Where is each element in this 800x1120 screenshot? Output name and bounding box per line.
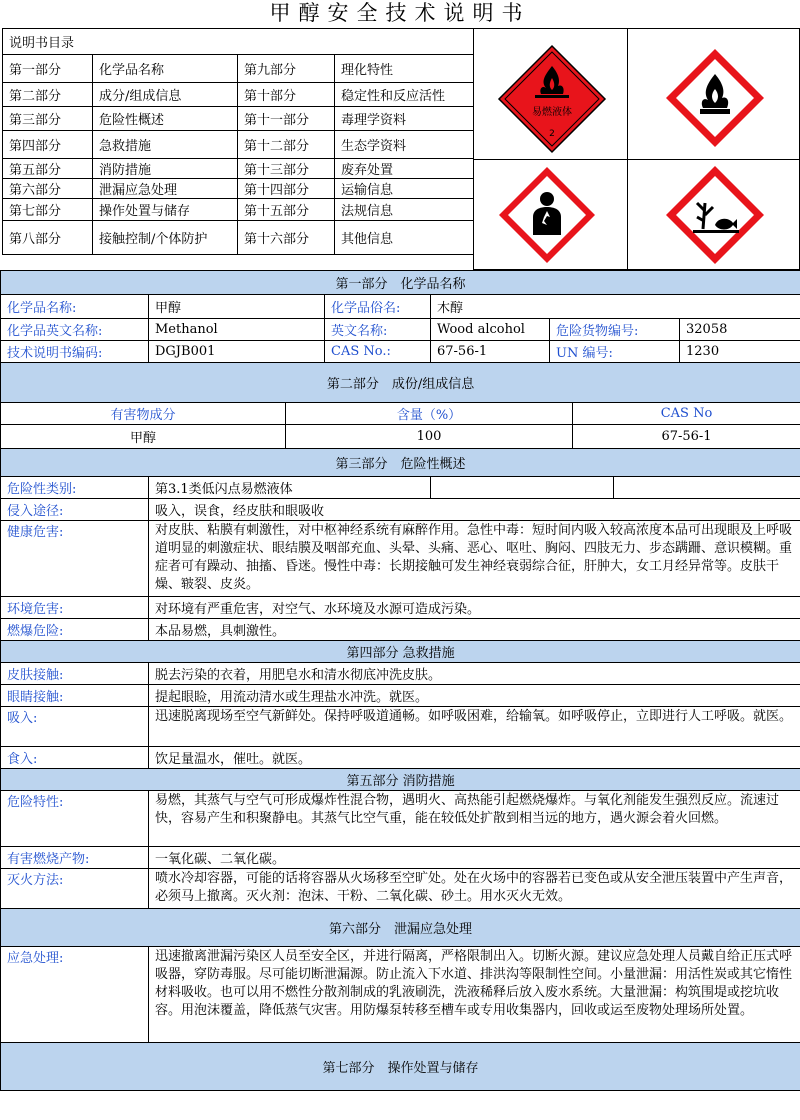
- combustion-products-label: 有害燃烧产物:: [1, 847, 149, 869]
- section-5-header: 第五部分 消防措施: [1, 769, 800, 791]
- section-3-to-7: [0, 448, 800, 1091]
- cas-header: CAS No: [573, 403, 800, 425]
- fire-hazard-value: 易燃，其蒸气与空气可形成爆炸性混合物，遇明火、高热能引起燃烧爆炸。与氧化剂能发生强烈反应。流速过快，容易产生和积聚静电。其蒸气比空气重，能在较低处扩散到相当远的地方，遇火源会着火回燃。: [149, 791, 800, 847]
- toc-part-number: 第一部分: [3, 55, 93, 83]
- toc-row: [3, 131, 474, 159]
- toc-part-number: 第六部分: [3, 179, 93, 199]
- toc-part-title: 化学品名称: [93, 55, 238, 83]
- section-1-header: 第一部分 化学品名称: [1, 271, 800, 295]
- chem-name-value: 甲醇: [149, 295, 325, 319]
- fire-value: 本品易燃，具刺激性。: [149, 619, 800, 641]
- skin-value: 脱去污染的衣着，用肥皂水和清水彻底冲洗皮肤。: [149, 663, 800, 685]
- fire-label: 燃爆危险:: [1, 619, 149, 641]
- toc-part-number: 第七部分: [3, 199, 93, 221]
- toc-part-number: 第十二部分: [238, 131, 335, 159]
- toc-part-number: 第八部分: [3, 221, 93, 255]
- toc-part-title: 废弃处置: [335, 159, 474, 179]
- section-2: [0, 362, 800, 449]
- toc-part-title: 毒理学资料: [335, 107, 474, 131]
- cas-no-value: 67-56-1: [573, 425, 800, 449]
- toc-row: [3, 199, 474, 221]
- english-name-label: 化学品英文名称:: [1, 319, 149, 341]
- toc-part-title: 操作处置与储存: [93, 199, 238, 221]
- toc-part-title: 成分/组成信息: [93, 83, 238, 107]
- chem-name-label: 化学品名称:: [1, 295, 149, 319]
- toc-part-number: 第九部分: [238, 55, 335, 83]
- section-2-header: 第二部分 成份/组成信息: [1, 363, 800, 403]
- toc-part-title: 稳定性和反应活性: [335, 83, 474, 107]
- un-label: UN 编号:: [550, 341, 680, 363]
- hazard-category-value: 第3.1类低闪点易燃液体: [149, 477, 431, 499]
- skin-label: 皮肤接触:: [1, 663, 149, 685]
- section-4-header: 第四部分 急救措施: [1, 641, 800, 663]
- hazard-empty-cell: [431, 477, 614, 499]
- toc-part-number: 第二部分: [3, 83, 93, 107]
- section-7-header: 第七部分 操作处置与储存: [1, 1043, 800, 1091]
- extinguish-value: 喷水冷却容器，可能的话将容器从火场移至空旷处。处在火场中的容器若已变色或从安全泄压装置中产生声音，必须马上撤离。灭火剂：泡沫、干粉、二氧化碳、砂土。用水灭火无效。: [149, 869, 800, 909]
- toc-part-title: 理化特性: [335, 55, 474, 83]
- toc-row: [3, 83, 474, 107]
- toc-part-title: 运输信息: [335, 179, 474, 199]
- hazard-category-label: 危险性类别:: [1, 477, 149, 499]
- common-name-value: 木醇: [431, 295, 800, 319]
- eye-value: 提起眼睑，用流动清水或生理盐水冲洗。就医。: [149, 685, 800, 707]
- toc-part-title: 法规信息: [335, 199, 474, 221]
- english-alias-value: Wood alcohol: [431, 319, 550, 341]
- hazard-empty-cell-2: [614, 477, 800, 499]
- toc-part-number: 第十六部分: [238, 221, 335, 255]
- section-3-header: 第三部分 危险性概述: [1, 449, 800, 477]
- common-name-label: 化学品俗名:: [325, 295, 431, 319]
- component-value: 甲醇: [1, 425, 286, 449]
- un-value: 1230: [680, 341, 800, 363]
- inhalation-value: 迅速脱离现场至空气新鲜处。保持呼吸道通畅。如呼吸困难，给输氧。如呼吸停止，立即进行人工呼吸。就医。: [149, 707, 800, 747]
- dangerous-goods-value: 32058: [680, 319, 800, 341]
- toc-part-title: 其他信息: [335, 221, 474, 255]
- toc-part-title: 消防措施: [93, 159, 238, 179]
- component-header: 有害物成分: [1, 403, 286, 425]
- toc-part-title: 接触控制/个体防护: [93, 221, 238, 255]
- toc-row: [3, 159, 474, 179]
- cas-value: 67-56-1: [431, 341, 550, 363]
- toc-row: [3, 107, 474, 131]
- english-alias-label: 英文名称:: [325, 319, 431, 341]
- toc-part-number: 第十四部分: [238, 179, 335, 199]
- emergency-label: 应急处理:: [1, 947, 149, 1043]
- hazard-class-number: 2: [549, 129, 555, 139]
- content-header: 含量（%）: [286, 403, 573, 425]
- flammable-label-text: 易燃液体: [532, 107, 572, 118]
- toc-part-title: 泄漏应急处理: [93, 179, 238, 199]
- toc-part-number: 第十五部分: [238, 199, 335, 221]
- section-1: [0, 270, 800, 363]
- toc-part-number: 第十三部分: [238, 159, 335, 179]
- combustion-products-value: 一氧化碳、二氧化碳。: [149, 847, 800, 869]
- ghs-environment-icon: [663, 163, 767, 267]
- toc-part-number: 第十一部分: [238, 107, 335, 131]
- toc-row: [3, 179, 474, 199]
- toc-header: 说明书目录: [3, 29, 474, 55]
- fire-hazard-label: 危险特性:: [1, 791, 149, 847]
- extinguish-label: 灭火方法:: [1, 869, 149, 909]
- toc-part-number: 第五部分: [3, 159, 93, 179]
- toc-row: [3, 55, 474, 83]
- emergency-value: 迅速撤离泄漏污染区人员至安全区，并进行隔离，严格限制出入。切断火源。建议应急处理人员戴自给正压式呼吸器，穿防毒服。尽可能切断泄漏源。防止流入下水道、排洪沟等限制性空间。小量泄漏：用活性炭或其它惰性材料吸收。也可以用不燃性分散剂制成的乳液刷洗，洗液稀释后放入废水系统。大量泄漏：构筑围堤或挖坑收容。用泡沫覆盖，降低蒸气灾害。用防爆泵转移至槽车或专用收集器内，回收或运至废物处理场所处置。: [149, 947, 800, 1043]
- dangerous-goods-label: 危险货物编号:: [550, 319, 680, 341]
- toc-part-title: 急救措施: [93, 131, 238, 159]
- eye-label: 眼睛接触:: [1, 685, 149, 707]
- document-title: 甲醇安全技术说明书: [269, 1, 531, 25]
- health-label: 健康危害:: [1, 521, 149, 597]
- ghs-flame-icon: [663, 46, 767, 150]
- toc-part-number: 第三部分: [3, 107, 93, 131]
- env-value: 对环境有严重危害，对空气、水环境及水源可造成污染。: [149, 597, 800, 619]
- doc-code-value: DGJB001: [149, 341, 325, 363]
- section-6-header: 第六部分 泄漏应急处理: [1, 909, 800, 947]
- toc-part-number: 第四部分: [3, 131, 93, 159]
- toc-part-number: 第十部分: [238, 83, 335, 107]
- toc-table: [2, 28, 473, 255]
- route-label: 侵入途径:: [1, 499, 149, 521]
- ghs-health-hazard-icon: [497, 165, 597, 265]
- english-name-value: Methanol: [149, 319, 325, 341]
- inhalation-label: 吸入:: [1, 707, 149, 747]
- toc-part-title: 生态学资料: [335, 131, 474, 159]
- cas-label: CAS No.:: [325, 341, 431, 363]
- ingestion-label: 食入:: [1, 747, 149, 769]
- health-value: 对皮肤、粘膜有刺激性，对中枢神经系统有麻醉作用。急性中毒：短时间内吸入较高浓度本品可出现眼及上呼吸道明显的刺激症状、眼结膜及咽部充血、头晕、头痛、恶心、呕吐、胸闷、四肢无力、步态蹒跚、意识模糊。重症者可有躁动、抽搐、昏迷。慢性中毒：长期接触可发生神经衰弱综合征，肝肿大，女工月经异常等。皮肤干燥、皲裂、皮炎。: [149, 521, 800, 597]
- doc-code-label: 技术说明书编码:: [1, 341, 149, 363]
- toc-part-title: 危险性概述: [93, 107, 238, 131]
- ingestion-value: 饮足量温水，催吐。就医。: [149, 747, 800, 769]
- flammable-liquid-transport-icon: [497, 44, 607, 154]
- env-label: 环境危害:: [1, 597, 149, 619]
- route-value: 吸入，误食，经皮肤和眼吸收: [149, 499, 800, 521]
- content-value: 100: [286, 425, 573, 449]
- toc-row: [3, 221, 474, 255]
